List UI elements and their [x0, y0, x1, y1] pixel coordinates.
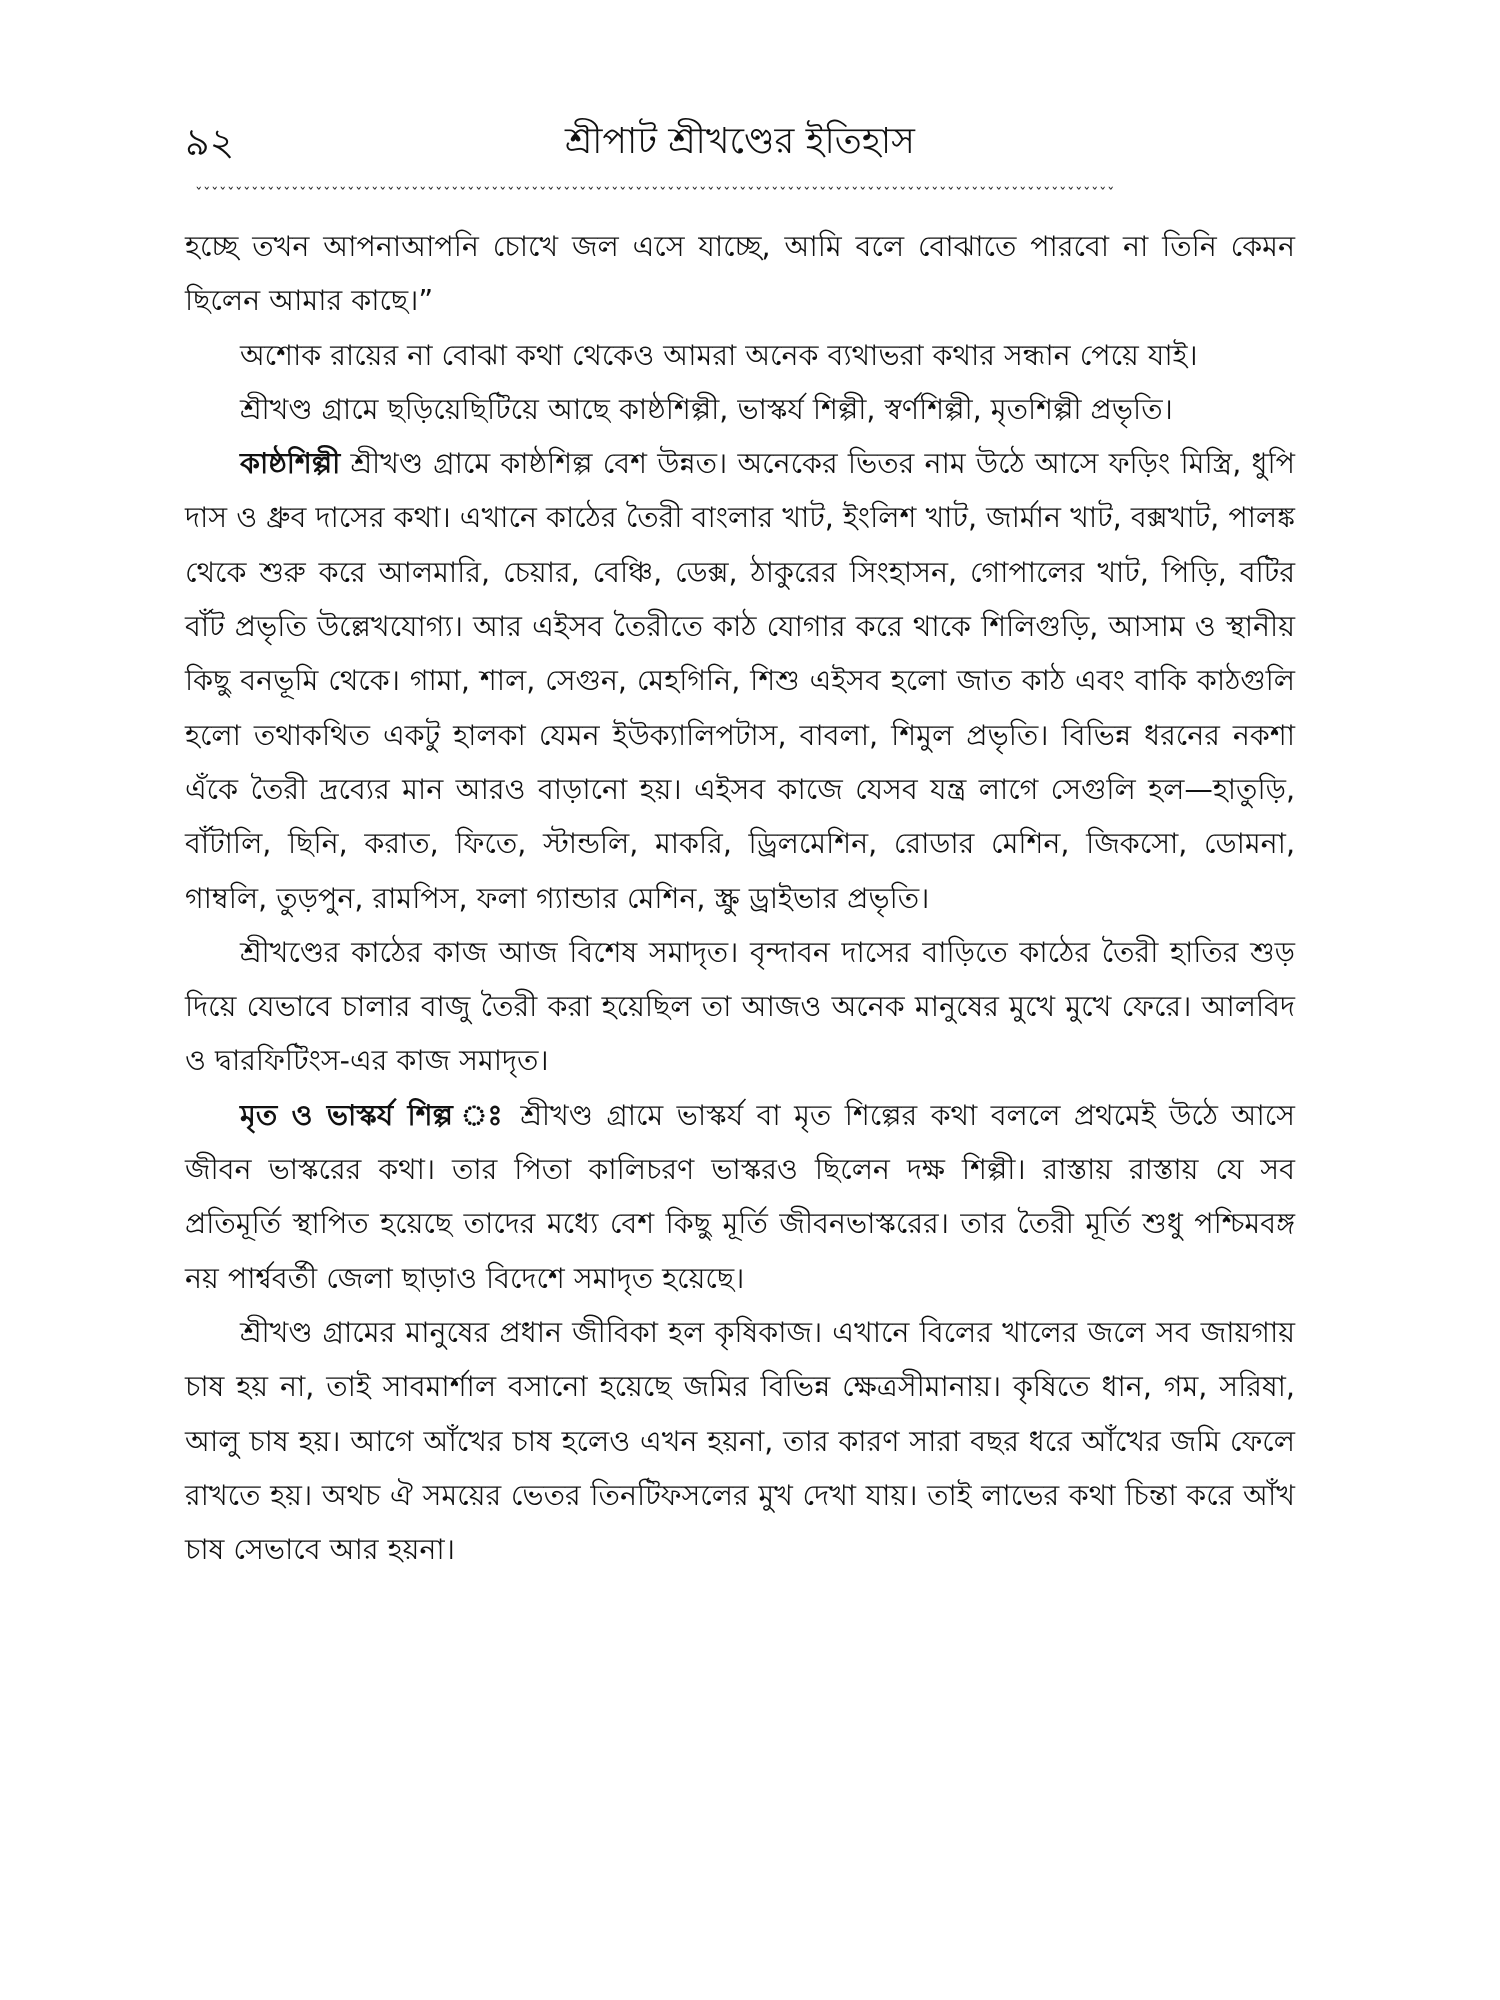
page-header [185, 112, 1295, 172]
paragraph: মৃত ও ভাস্কর্য শিল্প ঃ শ্রীখণ্ড গ্রামে ভাস্কর্য বা মৃত শিল্পের কথা বললে প্রথমেই উঠে আসে জীবন ভাস্করের কথা। তার পিতা কালিচরণ ভাস্করও ছিলেন দক্ষ শিল্পী। রাস্তায় রাস্তায় যে সব প্রতিমূর্তি স্থাপিত হয়েছে তাদের মধ্যে বেশ কিছু মূর্তি জীবনভাস্করের। তার তৈরী মূর্তি শুধু পশ্চিমবঙ্গ নয় পার্শ্ববর্তী জেলা ছাড়াও বিদেশে সমাদৃত হয়েছে। [185, 1098, 1295, 1295]
paragraph: শ্রীখণ্ড গ্রামের মানুষের প্রধান জীবিকা হল কৃষিকাজ। এখানে বিলের খালের জলে সব জায়গায় চাষ হয় না, তাই সাবমার্শাল বসানো হয়েছে জমির বিভিন্ন ক্ষেত্রসীমানায়। কৃষিতে ধান, গম, সরিষা, আলু চাষ হয়। আগে আঁখের চাষ হলেও এখন হয়না, তার কারণ সারা বছর ধরে আঁখের জমি ফেলে রাখতে হয়। অথচ ঐ সময়ের ভেতর তিনটিফসলের মুখ দেখা যায়। তাই লাভের কথা চিন্তা করে আঁখ চাষ সেভাবে আর হয়না। [185, 1315, 1295, 1567]
running-title: শ্রীপাট শ্রীখণ্ডের ইতিহাস [565, 121, 915, 162]
decorative-rule: ˇˇˇˇˇˇˇˇˇˇˇˇˇˇˇˇˇˇˇˇˇˇˇˇˇˇˇˇˇˇˇˇˇˇˇˇˇˇˇˇˇˇˇˇˇˇˇˇˇˇˇˇˇˇˇˇˇˇˇˇˇˇˇˇˇˇˇˇˇˇˇˇˇˇˇˇˇˇˇˇˇˇˇˇˇˇˇˇˇˇˇˇˇˇˇˇˇˇˇˇˇˇˇˇˇˇˇˇˇˇˇˇˇˇˇ [195, 186, 1115, 202]
paragraph: হচ্ছে তখন আপনাআপনি চোখে জল এসে যাচ্ছে, আমি বলে বোঝাতে পারবো না তিনি কেমন ছিলেন আমার কাছে।” [185, 230, 1295, 318]
paragraph: কাষ্ঠশিল্পী শ্রীখণ্ড গ্রামে কাষ্ঠশিল্প বেশ উন্নত। অনেকের ভিতর নাম উঠে আসে ফড়িং মিস্ত্রি, ধুপি দাস ও ধ্রুব দাসের কথা। এখানে কাঠের তৈরী বাংলার খাট, ইংলিশ খাট, জার্মান খাট, বক্সখাট, পালঙ্ক থেকে শুরু করে আলমারি, চেয়ার, বেঞ্চি, ডেক্স, ঠাকুরের সিংহাসন, গোপালের খাট, পিড়ি, বটির বাঁট প্রভৃতি উল্লেখযোগ্য। আর এইসব তৈরীতে কাঠ যোগার করে থাকে শিলিগুড়ি, আসাম ও স্থানীয় কিছু বনভূমি থেকে। গামা, শাল, সেগুন, মেহগিনি, শিশু এইসব হলো জাত কাঠ এবং বাকি কাঠগুলি হলো তথাকথিত একটু হালকা যেমন ইউক্যালিপটাস, বাবলা, শিমুল প্রভৃতি। বিভিন্ন ধরনের নকশা এঁকে তৈরী দ্রব্যের মান আরও বাড়ানো হয়। এইসব কাজে যেসব যন্ত্র লাগে সেগুলি হল—হাতুড়ি, বাঁটালি, ছিনি, করাত, ফিতে, স্টান্ডলি, মাকরি, ড্রিলমেশিন, রোডার মেশিন, জিকসো, ডোমনা, গাম্বলি, তুড়পুন, রামপিস, ফলা গ্যান্ডার মেশিন, স্ক্রু ড্রাইভার প্রভৃতি। [185, 447, 1295, 915]
page-number: ৯২ [185, 120, 235, 164]
section-heading: মৃত ও ভাস্কর্য শিল্প ঃ [240, 1098, 507, 1132]
page-body [185, 220, 1295, 1577]
paragraph: অশোক রায়ের না বোঝা কথা থেকেও আমরা অনেক ব্যথাভরা কথার সন্ধান পেয়ে যাই। [240, 338, 1198, 372]
paragraph: শ্রীখণ্ড গ্রামে ছড়িয়েছিটিয়ে আছে কাষ্ঠশিল্পী, ভাস্কর্য শিল্পী, স্বর্ণশিল্পী, মৃতশিল্পী প্রভৃতি। [240, 392, 1173, 426]
section-heading: কাষ্ঠশিল্পী [240, 447, 341, 481]
paragraph: শ্রীখণ্ডের কাঠের কাজ আজ বিশেষ সমাদৃত। বৃন্দাবন দাসের বাড়িতে কাঠের তৈরী হাতির শুড় দিয়ে যেভাবে চালার বাজু তৈরী করা হয়েছিল তা আজও অনেক মানুষের মুখে মুখে ফেরে। আলবিদ ও দ্বারফিটিংস-এর কাজ সমাদৃত। [185, 935, 1295, 1078]
